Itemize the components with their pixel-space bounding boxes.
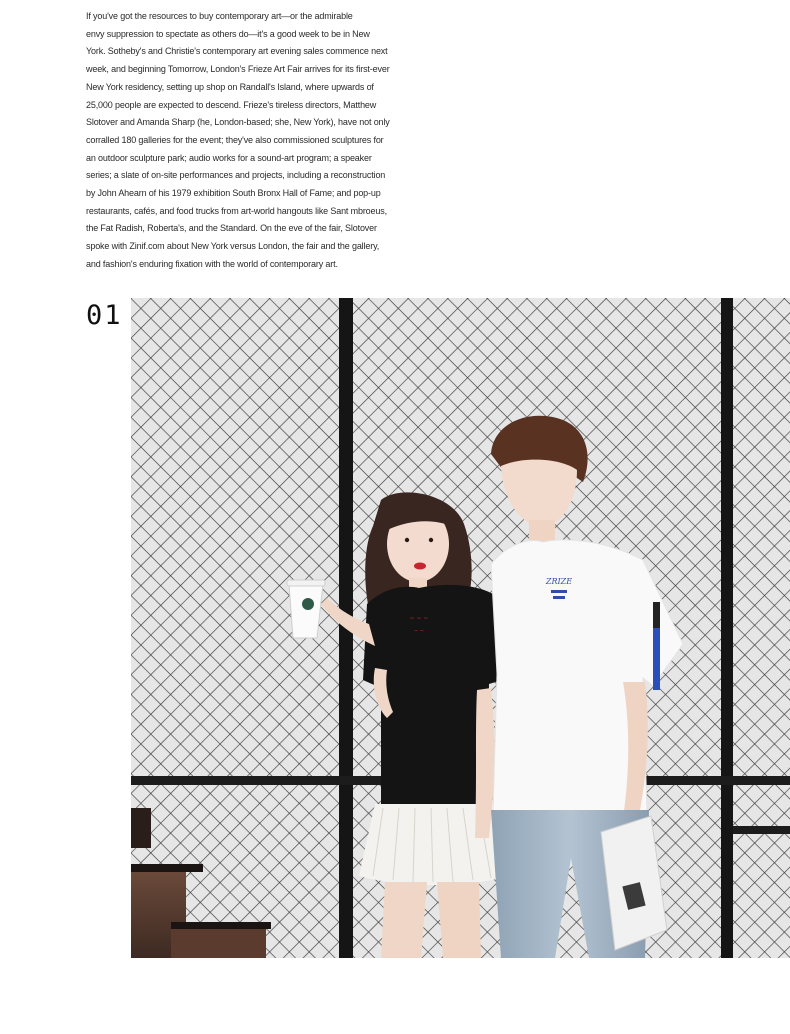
intro-line: If you've got the resources to buy contemporary art—or the admirable [86, 11, 353, 21]
shirt-print-text: ZRIZE [545, 577, 573, 586]
svg-text:~ ~ ~: ~ ~ ~ [409, 615, 429, 622]
intro-line: week, and beginning Tomorrow, London's Frieze Art Fair arrives for its first-ever [86, 64, 390, 75]
intro-line: spoke with Zinif.com about New York versus London, the fair and the gallery, [86, 241, 380, 252]
svg-text:~ ~: ~ ~ [414, 628, 424, 634]
intro-line: by John Ahearn of his 1979 exhibition South Bronx Hall of Fame; and pop-up [86, 188, 381, 199]
intro-line: series; a slate of on-site performances and projects, including a reconstruction [86, 170, 386, 181]
intro-line: corralled 180 galleries for the event; they've also commissioned sculptures for [86, 134, 384, 145]
frame-post [721, 298, 733, 958]
intro-line: restaurants, cafés, and food trucks from art-world hangouts like Sant mbroeus, [86, 205, 387, 216]
fashion-photo [131, 298, 790, 958]
intro-line: New York residency, setting up shop on Randall's Island, where upwards of [86, 81, 374, 92]
intro-line: an outdoor sculpture park; audio works for a sound-art program; a speaker [86, 152, 372, 163]
intro-line: Slotover and Amanda Sharp (he, London-based; she, New York), have not only [86, 117, 390, 128]
intro-line: and fashion's enduring fixation with the world of contemporary art. [86, 258, 338, 269]
intro-line: 25,000 people are expected to descend. Frieze's tireless directors, Matthew [86, 99, 377, 110]
section-number: 01 [86, 300, 123, 331]
frame-rail [733, 826, 790, 834]
sleeve-strap [653, 628, 660, 690]
intro-line: York. Sotheby's and Christie's contemporary art evening sales commence next [86, 46, 388, 57]
intro-paragraph [86, 8, 390, 274]
intro-line: envy suppression to spectate as others do—it's a good week to be in New [86, 28, 370, 39]
intro-line: the Fat Radish, Roberta's, and the Standard. On the eve of the fair, Slotover [86, 223, 377, 234]
